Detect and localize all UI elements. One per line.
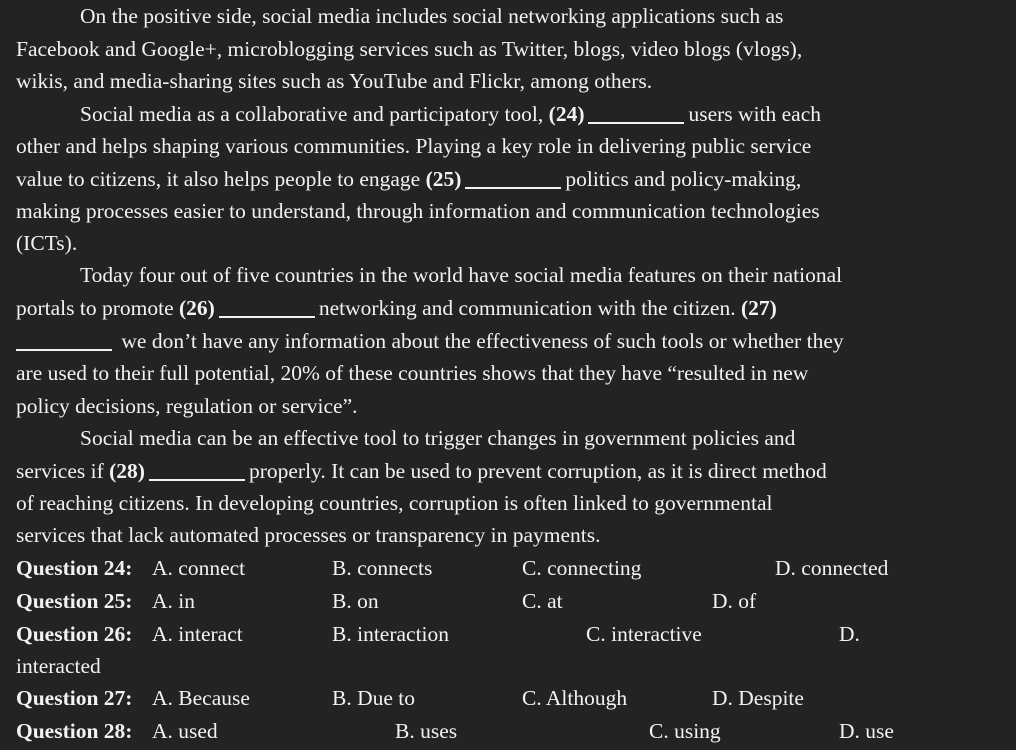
question-label: Question 26: — [16, 622, 133, 646]
blank-number-25: (25) — [425, 167, 462, 191]
passage-line — [16, 328, 844, 354]
option-a[interactable]: A. connect — [152, 556, 246, 580]
option-c[interactable]: C. connecting — [522, 556, 642, 580]
option-a[interactable]: A. Because — [152, 686, 250, 710]
passage-line: policy decisions, regulation or service”. — [16, 394, 358, 418]
option-c[interactable]: C. using — [649, 719, 721, 743]
option-a[interactable]: A. used — [152, 719, 218, 743]
blank-number-24: (24) — [548, 102, 585, 126]
passage-line — [16, 458, 827, 484]
passage-line: Social media can be an effective tool to trigger changes in government policies and — [80, 426, 796, 450]
passage-text: properly. It can be used to prevent corruption, as it is direct method — [248, 459, 827, 483]
question-label: Question 27: — [16, 686, 133, 710]
option-d[interactable]: D. use — [839, 719, 894, 743]
option-a[interactable]: A. in — [152, 589, 195, 613]
passage-text: portals to promote — [16, 296, 174, 320]
answer-blank-27 — [16, 349, 112, 351]
passage-text: users with each — [688, 102, 822, 126]
passage-line: making processes easier to understand, through information and communication technologies — [16, 199, 820, 223]
option-a[interactable]: A. interact — [152, 622, 243, 646]
option-b[interactable]: B. Due to — [332, 686, 416, 710]
passage-line: services that lack automated processes or transparency in payments. — [16, 523, 601, 547]
passage-text: value to citizens, it also helps people to engage — [16, 167, 421, 191]
passage-text: networking and communication with the citizen. — [318, 296, 736, 320]
option-d-continued[interactable]: interacted — [16, 654, 101, 678]
answer-blank-28 — [149, 479, 245, 481]
option-c[interactable]: C. Although — [522, 686, 628, 710]
passage-text: Social media as a collaborative and participatory tool, — [80, 102, 544, 126]
option-b[interactable]: B. interaction — [332, 622, 450, 646]
question-label: Question 25: — [16, 589, 133, 613]
question-label: Question 24: — [16, 556, 133, 580]
option-c[interactable]: C. at — [522, 589, 563, 613]
passage-line: other and helps shaping various communities. Playing a key role in delivering public service — [16, 134, 812, 158]
answer-blank-25 — [465, 187, 561, 189]
answer-blank-26 — [219, 316, 315, 318]
passage-line: (ICTs). — [16, 231, 78, 255]
answer-blank-24 — [588, 122, 684, 124]
option-d[interactable]: D. connected — [775, 556, 889, 580]
passage-line — [16, 166, 801, 192]
question-label: Question 28: — [16, 719, 133, 743]
option-d[interactable]: D. of — [712, 589, 757, 613]
passage-line: On the positive side, social media includes social networking applications such as — [80, 4, 784, 28]
passage-line: are used to their full potential, 20% of these countries shows that they have “resulted in new — [16, 361, 809, 385]
option-d[interactable]: D. — [839, 622, 860, 646]
passage-line: Facebook and Google+, microblogging services such as Twitter, blogs, video blogs (vlogs), — [16, 37, 803, 61]
option-c[interactable]: C. interactive — [586, 622, 702, 646]
passage-line: Today four out of five countries in the world have social media features on their national — [80, 263, 843, 287]
option-b[interactable]: B. on — [332, 589, 379, 613]
passage-line: wikis, and media-sharing sites such as YouTube and Flickr, among others. — [16, 69, 653, 93]
passage-line — [16, 295, 777, 321]
passage-text: we don’t have any information about the effectiveness of such tools or whether they — [121, 329, 844, 353]
passage-line — [80, 101, 821, 127]
blank-number-28: (28) — [109, 459, 145, 483]
blank-number-26: (26) — [179, 296, 215, 320]
option-b[interactable]: B. connects — [332, 556, 433, 580]
passage-text: services if — [16, 459, 104, 483]
blank-number-27: (27) — [740, 296, 777, 320]
passage-text: politics and policy-making, — [565, 167, 802, 191]
option-d[interactable]: D. Despite — [712, 686, 804, 710]
option-b[interactable]: B. uses — [395, 719, 458, 743]
passage-line: of reaching citizens. In developing countries, corruption is often linked to governmental — [16, 491, 773, 515]
